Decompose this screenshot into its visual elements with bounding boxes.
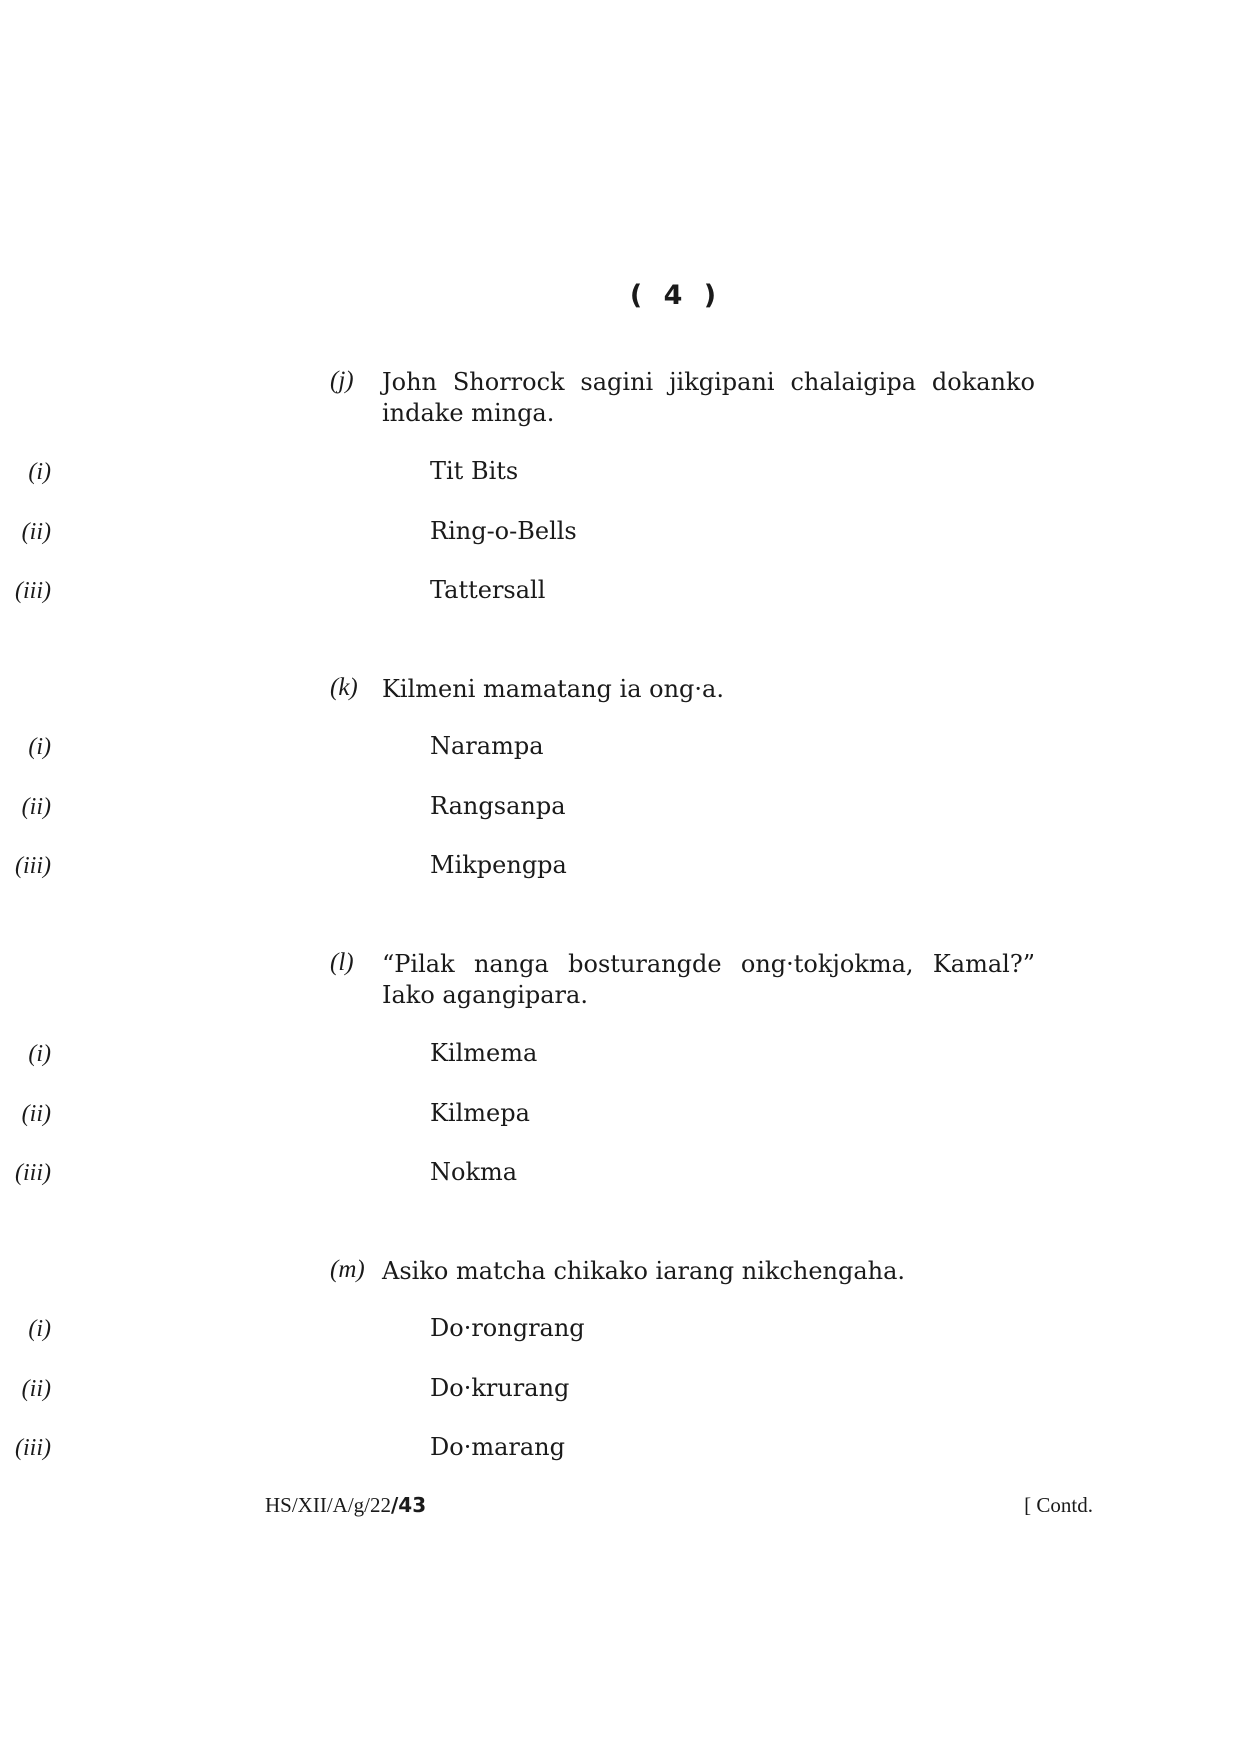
page-number: ( 4 ): [629, 280, 723, 311]
option-k-ii: [0, 794, 600, 826]
option-text: Rangsanpa: [430, 792, 566, 820]
question-j: [330, 367, 1035, 429]
option-label: (ii): [21, 1376, 51, 1402]
option-text: Ring-o-Bells: [430, 517, 577, 545]
question-text: John Shorrock sagini jikgipani chalaigipa dokanko indake minga.: [382, 368, 1035, 427]
option-label: (iii): [15, 578, 51, 604]
option-m-iii: [0, 1435, 600, 1467]
option-text: Kilmema: [430, 1039, 538, 1067]
option-text: Narampa: [430, 732, 544, 760]
option-label: (i): [28, 1041, 51, 1067]
option-label: (i): [28, 1316, 51, 1342]
question-text: Asiko matcha chikako iarang nikchengaha.: [382, 1257, 906, 1285]
option-l-iii: [0, 1160, 600, 1192]
option-text: Tattersall: [430, 576, 546, 604]
option-label: (iii): [15, 853, 51, 879]
option-text: Kilmepa: [430, 1099, 530, 1127]
question-text: Kilmeni mamatang ia ong·a.: [382, 675, 724, 703]
option-label: (iii): [15, 1160, 51, 1186]
question-label: (l): [330, 949, 354, 976]
option-j-iii: [0, 578, 600, 610]
option-l-ii: [0, 1101, 600, 1133]
question-k: [330, 674, 1035, 705]
option-label: (i): [28, 734, 51, 760]
option-text: Do·marang: [430, 1433, 565, 1461]
option-j-ii: [0, 519, 600, 551]
question-label: (m): [330, 1256, 365, 1283]
option-text: Tit Bits: [430, 457, 519, 485]
question-label: (j): [330, 367, 354, 394]
option-l-i: [0, 1041, 600, 1073]
option-text: Do·rongrang: [430, 1314, 585, 1342]
continued-note: [ Contd.: [1024, 1493, 1093, 1517]
option-k-i: [0, 734, 600, 766]
question-l: [330, 949, 1035, 1011]
paper-code-prefix: HS/XII/A/g/22: [265, 1493, 391, 1517]
option-label: (ii): [21, 519, 51, 545]
option-label: (i): [28, 459, 51, 485]
option-k-iii: [0, 853, 600, 885]
option-j-i: [0, 459, 600, 491]
option-m-i: [0, 1316, 600, 1348]
option-label: (iii): [15, 1435, 51, 1461]
question-label: (k): [330, 674, 358, 701]
option-text: Nokma: [430, 1158, 518, 1186]
question-m: [330, 1256, 1035, 1287]
option-label: (ii): [21, 794, 51, 820]
option-m-ii: [0, 1376, 600, 1408]
option-text: Mikpengpa: [430, 851, 567, 879]
paper-code-suffix: /43: [391, 1493, 427, 1517]
option-label: (ii): [21, 1101, 51, 1127]
option-text: Do·krurang: [430, 1374, 570, 1402]
question-text: “Pilak nanga bosturangde ong·tokjokma, Kamal?” Iako agangipara.: [382, 950, 1035, 1009]
paper-code: [265, 1493, 426, 1518]
